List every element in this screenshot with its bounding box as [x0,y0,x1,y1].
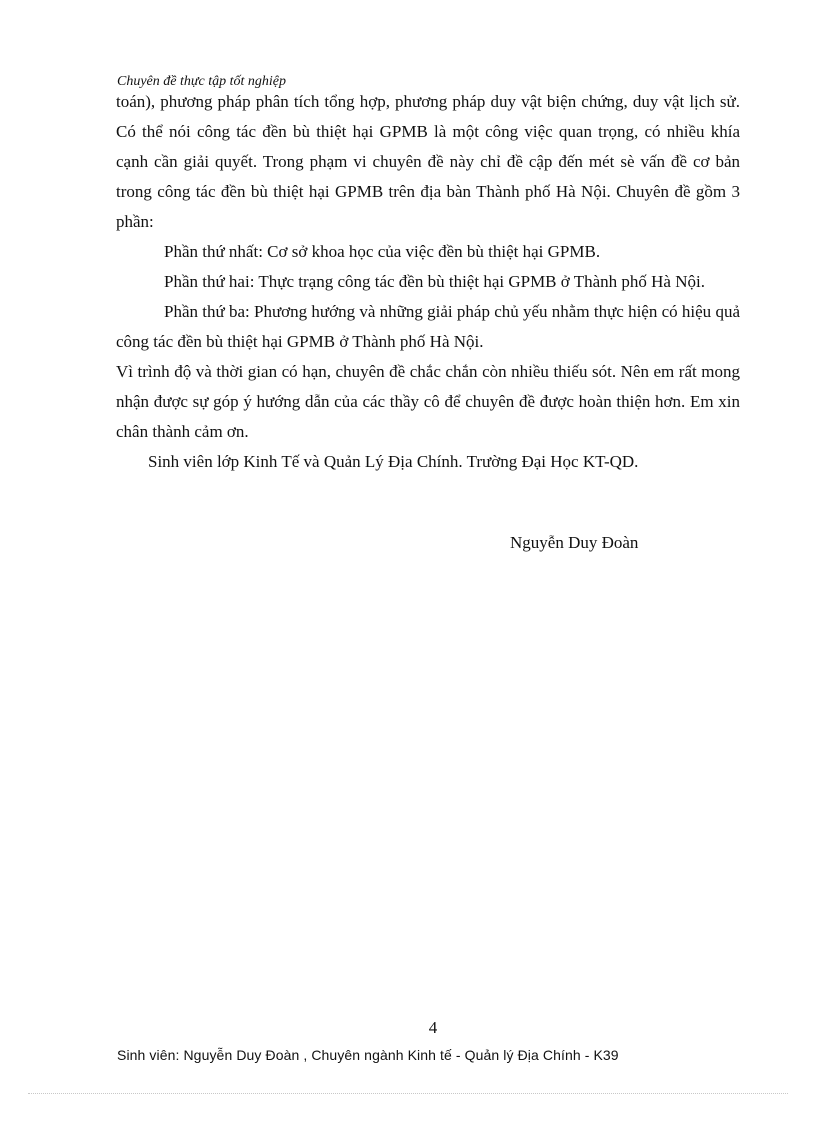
running-footer: Sinh viên: Nguyễn Duy Đoàn , Chuyên ngành Kinh tế - Quản lý Địa Chính - K39 [117,1047,619,1063]
paragraph-part-one: Phần thứ nhất: Cơ sở khoa học của việc đền bù thiệt hại GPMB. [164,242,601,261]
paragraph-closing: Vì trình độ và thời gian có hạn, chuyên đề chắc chắn còn nhiều thiếu sót. Nên em rất mong nhận được sự góp ý hướng dẫn của các thầy cô để chuyên đề được hoàn thiện hơn. Em xin chân thành cảm ơn. [116,362,740,441]
paragraph-part-two: Phần thứ hai: Thực trạng công tác đền bù thiệt hại GPMB ở Thành phố Hà Nội. [164,272,705,291]
body-text [116,87,740,477]
page-bottom-divider [28,1093,788,1094]
page-number: 4 [428,1018,438,1037]
paragraph-intro: toán), phương pháp phân tích tổng hợp, phương pháp duy vật biện chứng, duy vật lịch sử. Có thể nói công tác đền bù thiệt hại GPMB là một công việc quan trọng, có nhiều khía cạnh cần giải quyết. Trong phạm vi chuyên đề này chỉ đề cập đến mét sè vấn đề cơ bản trong công tác đền bù thiệt hại GPMB trên địa bàn Thành phố Hà Nội. Chuyên đề gồm 3 phần: [116,92,740,231]
paragraph-student-class: Sinh viên lớp Kinh Tế và Quản Lý Địa Chính. Trường Đại Học KT-QD. [148,452,639,471]
paragraph-part-three: Phần thứ ba: Phương hướng và những giải pháp chủ yếu nhằm thực hiện có hiệu quả công tác đền bù thiệt hại GPMB ở Thành phố Hà Nội. [116,302,740,351]
running-header: Chuyên đề thực tập tốt nghiệp [117,74,286,89]
signature-name: Nguyễn Duy Đoàn [510,533,639,552]
